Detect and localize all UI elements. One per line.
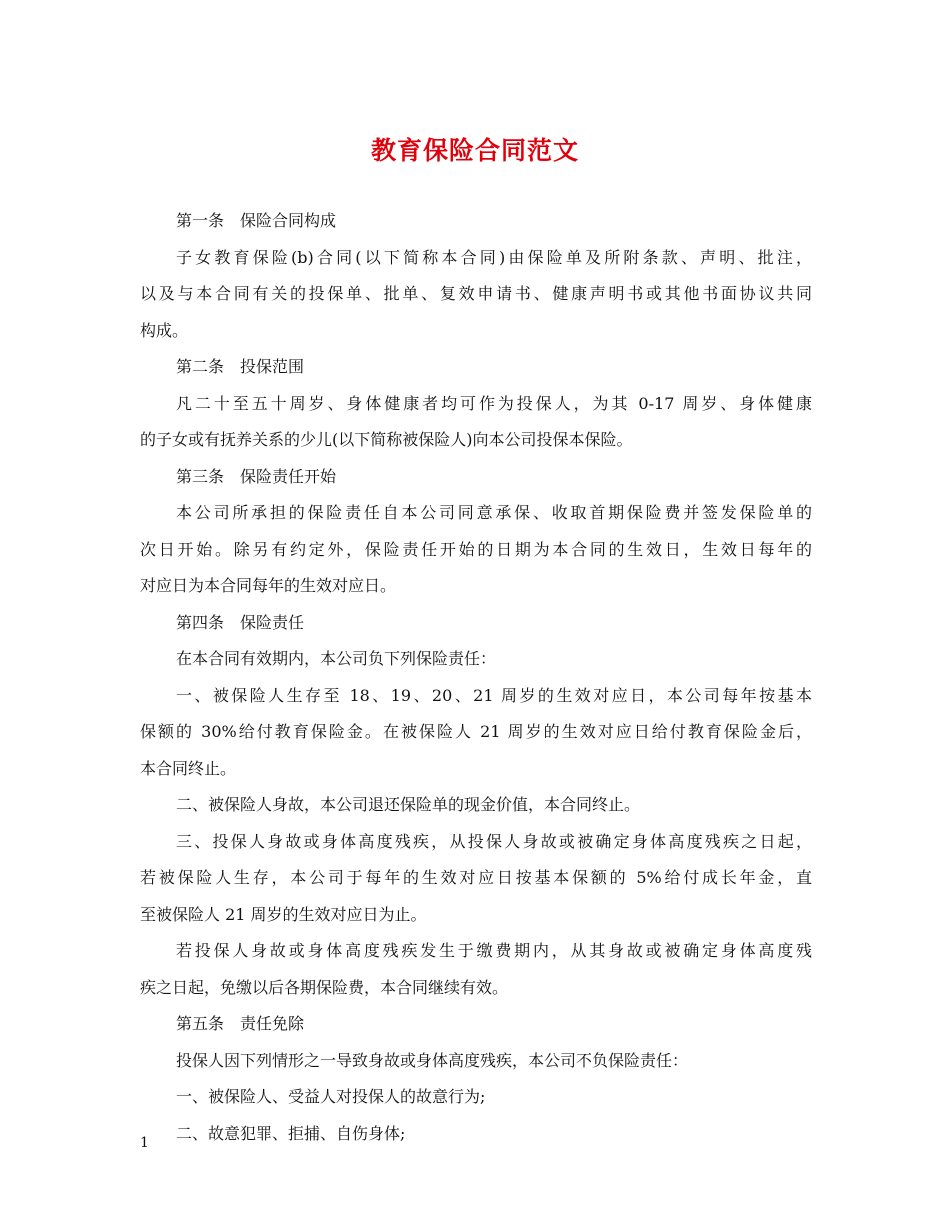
document-body xyxy=(140,203,812,1152)
paragraph-line: 凡二十至五十周岁、身体健康者均可作为投保人，为其 0-17 周岁、身体健康 xyxy=(176,393,812,413)
paragraph-line: 对应日为本合同每年的生效对应日。 xyxy=(140,576,397,595)
paragraph-line: 投保人因下列情形之一导致身故或身体高度残疾，本公司不负保险责任： xyxy=(176,1050,689,1070)
paragraph-line: 以及与本合同有关的投保单、批单、复效申请书、健康声明书或其他书面协议共同 xyxy=(140,284,812,303)
article-heading: 第一条 保险合同构成 xyxy=(176,211,337,230)
paragraph-line: 一、被保险人生存至 18、19、20、21 周岁的生效对应日，本公司每年按基本 xyxy=(176,685,812,705)
paragraph-line: 在本合同有效期内，本公司负下列保险责任： xyxy=(176,649,497,668)
document-title: 教育保险合同范文 xyxy=(370,136,579,165)
article-heading: 第四条 保险责任 xyxy=(176,612,305,632)
article-heading: 第二条 投保范围 xyxy=(176,357,305,376)
paragraph-line: 次日开始。除另有约定外，保险责任开始的日期为本合同的生效日，生效日每年的 xyxy=(140,539,812,559)
paragraph-line: 至被保险人 21 周岁的生效对应日为止。 xyxy=(140,904,427,924)
paragraph-line: 的子女或有抚养关系的少儿(以下简称被保险人)向本公司投保本保险。 xyxy=(140,430,633,449)
paragraph-line: 二、故意犯罪、拒捕、自伤身体; xyxy=(176,1123,406,1143)
article-heading: 第三条 保险责任开始 xyxy=(176,466,337,486)
paragraph-line: 一、被保险人、受益人对投保人的故意行为; xyxy=(176,1087,486,1106)
paragraph-line: 本公司所承担的保险责任自本公司同意承保、收取首期保险费并签发保险单的 xyxy=(176,503,812,522)
paragraph-line: 若投保人身故或身体高度残疾发生于缴费期内，从其身故或被确定身体高度残 xyxy=(176,941,812,960)
paragraph-line: 疾之日起，免缴以后各期保险费，本合同继续有效。 xyxy=(140,977,509,997)
paragraph-line: 保额的 30%给付教育保险金。在被保险人 21 周岁的生效对应日给付教育保险金后， xyxy=(140,722,812,741)
paragraph-line: 本合同终止。 xyxy=(140,758,237,778)
article-heading: 第五条 责任免除 xyxy=(176,1014,305,1033)
page-number: 1 xyxy=(140,1135,149,1151)
paragraph-line: 三、投保人身故或身体高度残疾，从投保人身故或被确定身体高度残疾之日起， xyxy=(176,831,812,851)
paragraph-line: 二、被保险人身故，本公司退还保险单的现金价值，本合同终止。 xyxy=(176,795,641,814)
paragraph-line: 构成。 xyxy=(140,320,189,340)
paragraph-line: 若被保险人生存，本公司于每年的生效对应日按基本保额的 5%给付成长年金，直 xyxy=(140,868,812,887)
paragraph-line: 子女教育保险(b)合同(以下简称本合同)由保险单及所附条款、声明、批注， xyxy=(176,247,812,267)
